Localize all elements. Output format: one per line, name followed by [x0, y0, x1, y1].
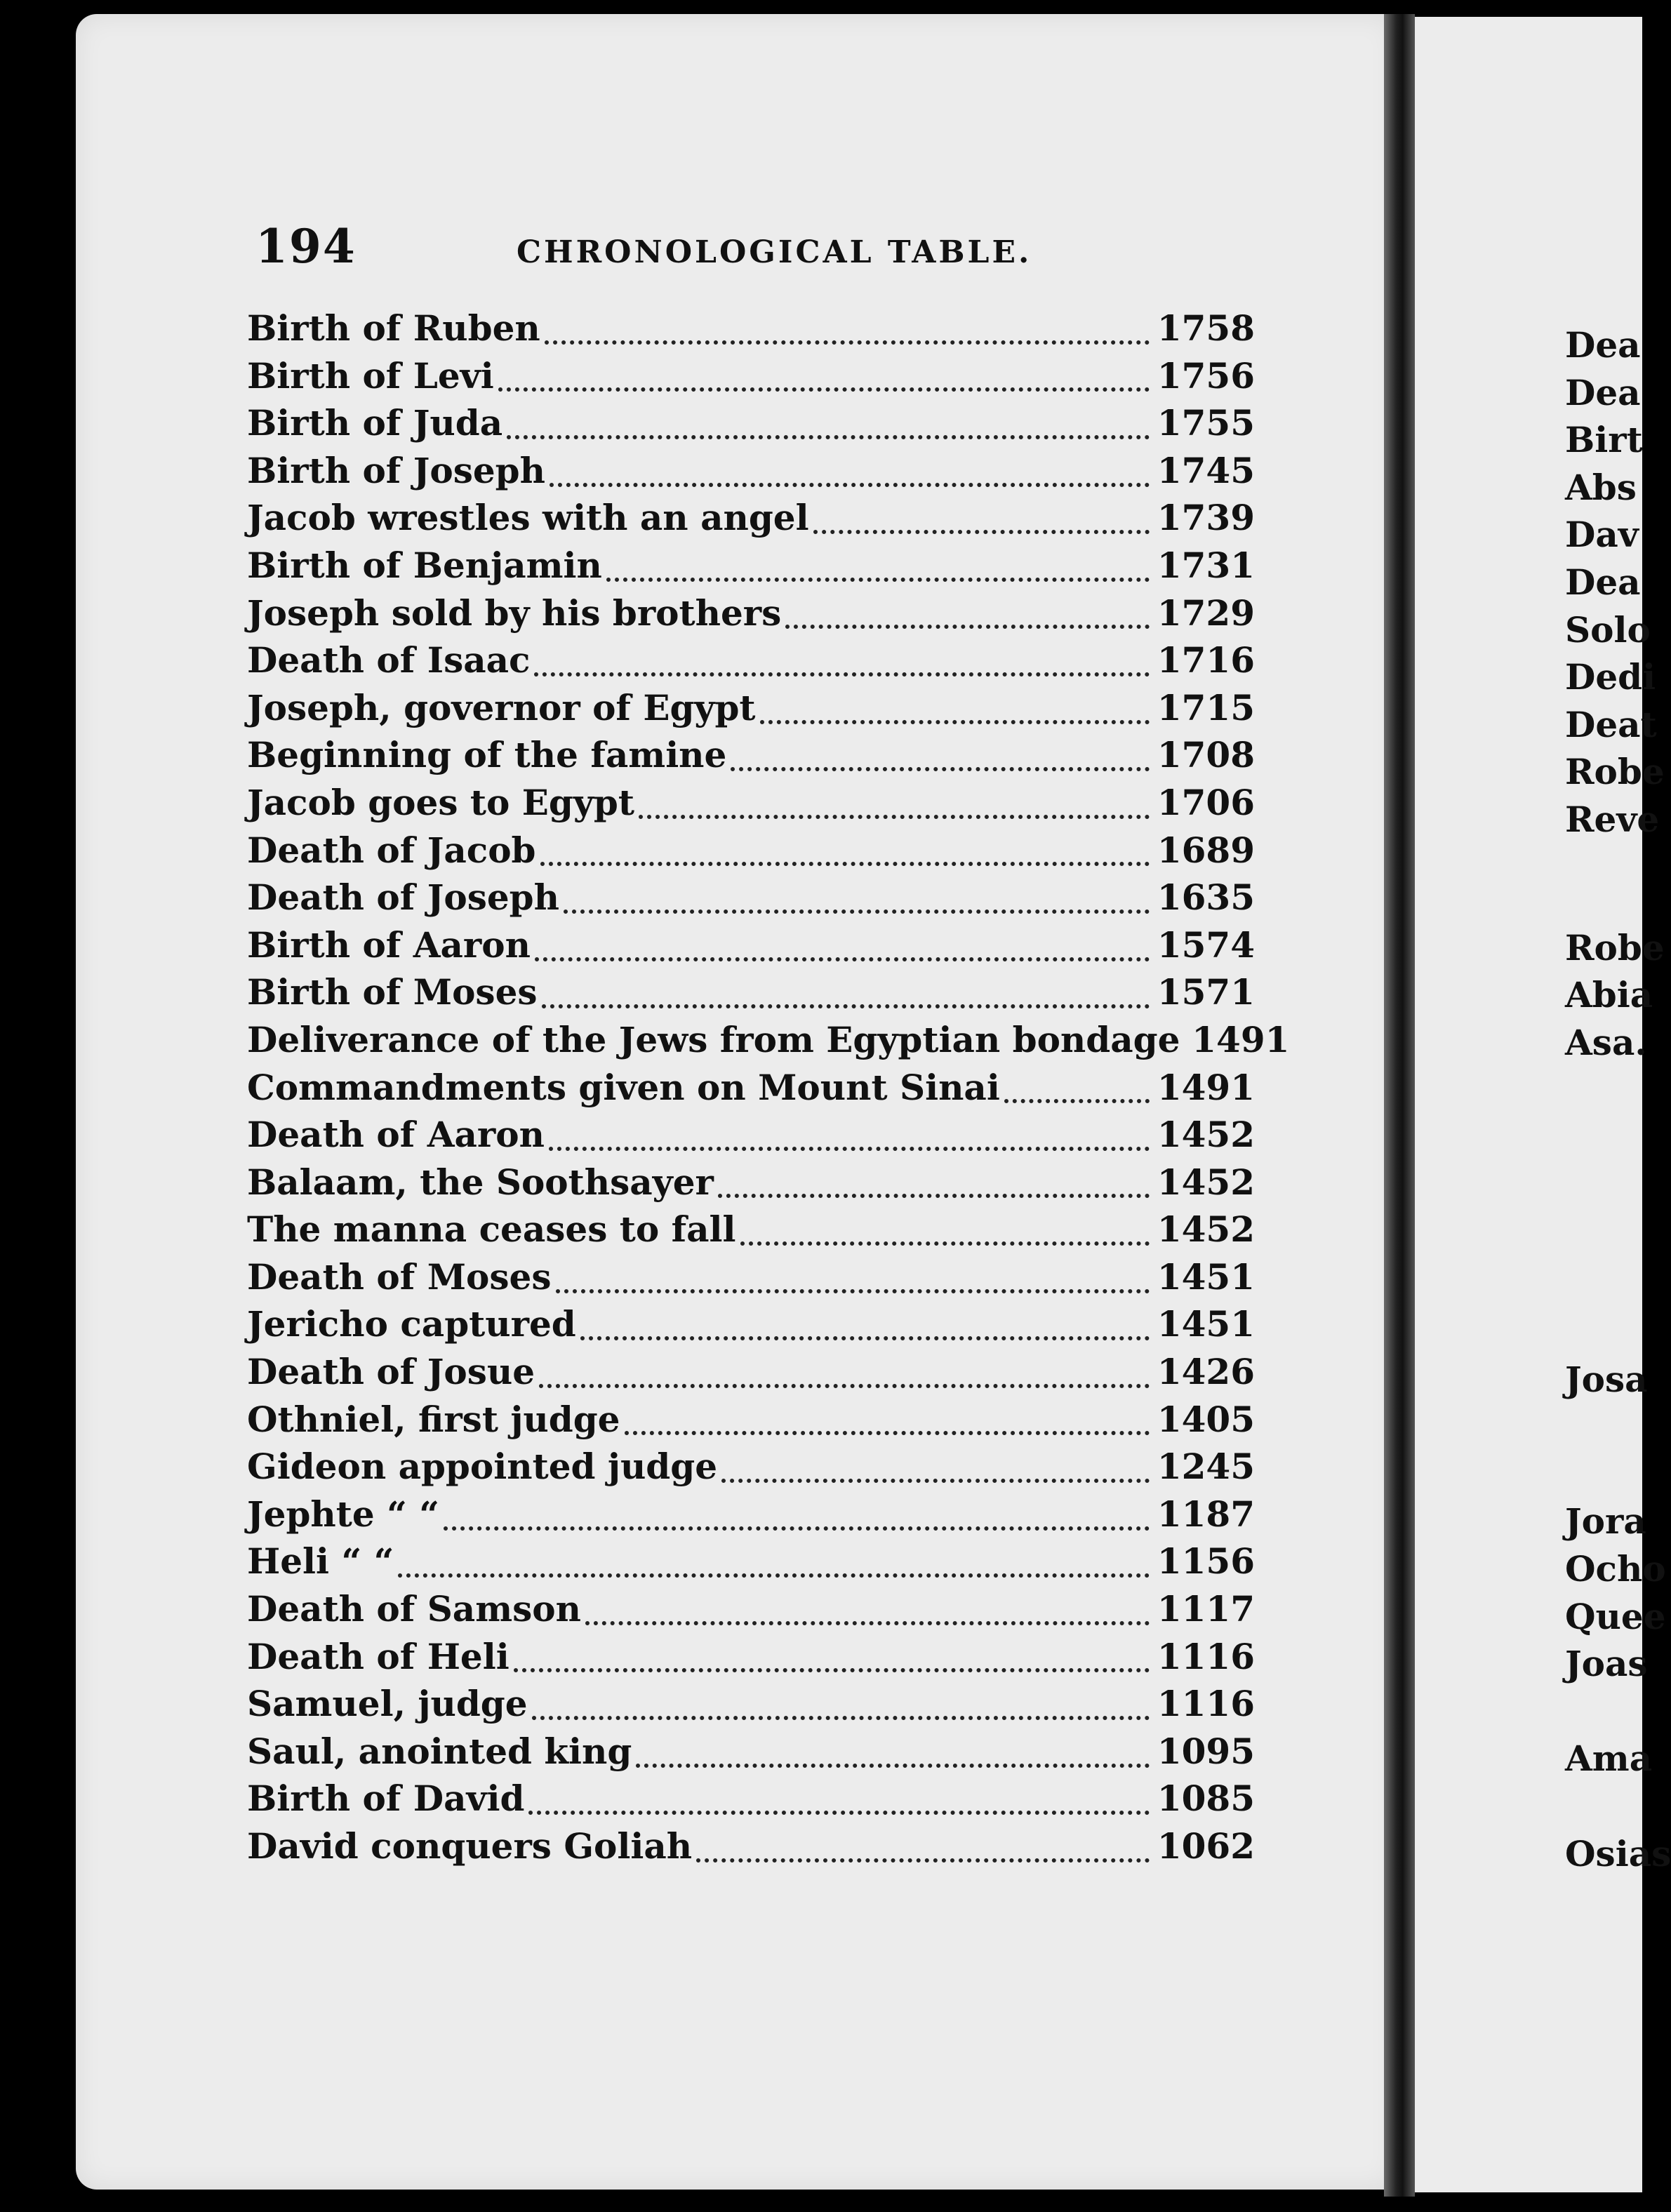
table-row — [247, 307, 1255, 355]
facing-page-fragment: Asa. — [1565, 1021, 1647, 1063]
table-row — [247, 687, 1255, 735]
event-year: 1452 — [1157, 1208, 1255, 1251]
table-row — [247, 971, 1255, 1019]
table-row — [247, 782, 1255, 830]
event-name: Birth of Aaron — [247, 924, 531, 966]
table-row — [247, 1114, 1255, 1161]
event-year: 1062 — [1157, 1825, 1255, 1867]
dot-leader — [731, 760, 1150, 771]
table-row — [247, 1683, 1255, 1731]
dot-leader — [444, 1519, 1150, 1531]
event-year: 1491 — [1157, 1066, 1255, 1108]
event-year: 1729 — [1157, 592, 1255, 634]
dot-leader — [507, 428, 1150, 439]
table-row — [247, 592, 1255, 640]
event-name: Jacob goes to Egypt — [247, 781, 634, 823]
chronology-table — [247, 307, 1290, 1873]
table-row — [247, 877, 1255, 924]
event-year: 1451 — [1157, 1303, 1255, 1345]
event-name: Othniel, first judge — [247, 1398, 620, 1440]
event-name: Joseph sold by his brothers — [247, 592, 782, 634]
event-name: Birth of Ruben — [247, 307, 540, 349]
dot-leader — [721, 1472, 1150, 1483]
facing-page-fragment: Dea — [1565, 561, 1641, 603]
table-row — [247, 545, 1255, 592]
dot-leader — [542, 997, 1150, 1008]
dot-leader — [532, 1709, 1150, 1720]
event-name: Birth of Levi — [247, 354, 494, 397]
facing-page-fragment: Solo — [1565, 608, 1651, 651]
dot-leader — [606, 571, 1150, 582]
table-row — [247, 1446, 1255, 1493]
event-name: Balaam, the Soothsayer — [247, 1161, 714, 1203]
table-row — [247, 1731, 1255, 1778]
event-year: 1745 — [1157, 449, 1255, 491]
event-year: 1452 — [1157, 1161, 1255, 1203]
dot-leader — [549, 1140, 1150, 1151]
event-year: 1731 — [1157, 544, 1255, 586]
facing-page-fragment: Dav — [1565, 514, 1639, 556]
event-year: 1739 — [1157, 497, 1255, 539]
event-name: Death of Samson — [247, 1588, 581, 1630]
facing-page-fragment: Quee — [1565, 1595, 1666, 1637]
event-name: Saul, anointed king — [247, 1730, 632, 1772]
facing-page-fragment: Reve — [1565, 799, 1660, 840]
dot-leader — [564, 902, 1150, 914]
event-year: 1491 — [1192, 1018, 1290, 1060]
facing-page-fragment: Joas — [1565, 1643, 1648, 1685]
event-year: 1706 — [1157, 781, 1255, 823]
event-name: Birth of Joseph — [247, 449, 545, 491]
facing-page-fragment: Abs — [1565, 466, 1637, 508]
event-year: 1571 — [1157, 971, 1255, 1013]
dot-leader — [718, 1187, 1150, 1198]
facing-page-fragment: Dea — [1565, 324, 1641, 366]
event-year: 1187 — [1157, 1493, 1255, 1535]
dot-leader — [535, 950, 1150, 961]
dot-leader — [514, 1661, 1150, 1672]
event-year: 1116 — [1157, 1635, 1255, 1677]
event-name: Birth of Juda — [247, 402, 503, 444]
dot-leader — [539, 1377, 1150, 1388]
dot-leader — [550, 476, 1150, 487]
table-row — [247, 1256, 1255, 1304]
table-row — [247, 355, 1255, 403]
table-row — [247, 734, 1255, 782]
table-row — [247, 639, 1255, 687]
event-year: 1116 — [1157, 1683, 1255, 1725]
dot-leader — [625, 1424, 1150, 1435]
table-row — [247, 830, 1255, 877]
event-name: Joseph, governor of Egypt — [247, 686, 756, 728]
event-year: 1426 — [1157, 1351, 1255, 1393]
dot-leader — [556, 1282, 1150, 1293]
dot-leader — [398, 1566, 1150, 1578]
facing-page-fragment: Dedi — [1565, 656, 1656, 698]
event-year: 1756 — [1157, 354, 1255, 397]
dot-leader — [785, 618, 1150, 629]
event-year: 1117 — [1157, 1588, 1255, 1630]
event-name: Beginning of the famine — [247, 734, 727, 776]
event-year: 1574 — [1157, 924, 1255, 966]
dot-leader — [540, 855, 1150, 866]
table-row — [247, 497, 1255, 545]
table-row — [247, 1161, 1255, 1209]
dot-leader — [498, 380, 1150, 392]
running-title: CHRONOLOGICAL TABLE. — [517, 234, 1032, 270]
event-name: David conquers Goliah — [247, 1825, 693, 1867]
table-row — [247, 924, 1255, 972]
event-name: Death of Isaac — [247, 639, 531, 681]
event-name: Death of Moses — [247, 1255, 552, 1298]
table-row — [247, 1825, 1255, 1873]
event-name: Death of Josue — [247, 1351, 535, 1393]
event-year: 1758 — [1157, 307, 1255, 349]
event-name: Jericho captured — [247, 1303, 576, 1345]
dot-leader — [813, 523, 1150, 534]
event-year: 1156 — [1157, 1540, 1255, 1583]
facing-page-fragment: Robe — [1565, 926, 1665, 968]
facing-page-fragment: Robe — [1565, 751, 1665, 793]
event-name: Jephte “ “ — [247, 1493, 440, 1535]
facing-page-fragment: Deat — [1565, 703, 1657, 745]
facing-page-fragment: Dea — [1565, 371, 1641, 413]
dot-leader — [545, 333, 1150, 345]
event-year: 1085 — [1157, 1778, 1255, 1820]
event-year: 1715 — [1157, 686, 1255, 728]
facing-page-fragment: Josa — [1565, 1358, 1648, 1400]
dot-leader — [528, 1804, 1150, 1815]
dot-leader — [760, 713, 1150, 724]
page-number: 194 — [255, 219, 357, 274]
event-name: Samuel, judge — [247, 1683, 528, 1725]
table-row — [247, 1540, 1255, 1588]
dot-leader — [696, 1851, 1150, 1863]
event-name: Death of Joseph — [247, 877, 559, 919]
table-row — [247, 1636, 1255, 1684]
facing-page-fragment: Ama — [1565, 1738, 1653, 1780]
page-header — [255, 219, 1273, 282]
dot-leader — [580, 1329, 1150, 1340]
table-row — [247, 1208, 1255, 1256]
table-row — [247, 1303, 1255, 1351]
event-name: Death of Heli — [247, 1635, 510, 1677]
facing-page-fragment: Ocho — [1565, 1548, 1666, 1590]
facing-page-fragment: Abia — [1565, 974, 1653, 1016]
event-name: The manna ceases to fall — [247, 1208, 736, 1251]
dot-leader — [534, 665, 1150, 677]
event-year: 1095 — [1157, 1730, 1255, 1772]
right-page — [1415, 17, 1671, 2192]
event-name: Gideon appointed judge — [247, 1446, 718, 1488]
table-row — [247, 1588, 1255, 1636]
event-year: 1716 — [1157, 639, 1255, 681]
facing-page-fragment: Birt — [1565, 419, 1643, 461]
event-year: 1708 — [1157, 734, 1255, 776]
dot-leader — [639, 808, 1150, 819]
table-row — [247, 1067, 1255, 1114]
table-row — [247, 402, 1255, 450]
facing-page-fragment: Jora — [1565, 1500, 1646, 1543]
table-row — [247, 1399, 1255, 1446]
dot-leader — [636, 1757, 1150, 1768]
event-year: 1755 — [1157, 402, 1255, 444]
book-gutter — [1384, 14, 1415, 2197]
event-name: Death of Jacob — [247, 829, 536, 871]
table-row — [247, 1493, 1255, 1541]
event-name: Commandments given on Mount Sinai — [247, 1066, 1000, 1108]
table-row — [247, 1351, 1255, 1399]
event-name: Birth of Moses — [247, 971, 538, 1013]
event-name: Birth of David — [247, 1778, 525, 1820]
dot-leader — [585, 1614, 1150, 1625]
table-row — [247, 450, 1255, 498]
event-year: 1405 — [1157, 1398, 1255, 1440]
facing-page-fragment: Osias — [1565, 1832, 1671, 1874]
dot-leader — [740, 1234, 1150, 1246]
event-year: 1635 — [1157, 877, 1255, 919]
table-row — [247, 1018, 1290, 1067]
event-name: Deliverance of the Jews from Egyptian bondage — [247, 1018, 1180, 1060]
event-name: Birth of Benjamin — [247, 544, 602, 586]
event-year: 1689 — [1157, 829, 1255, 871]
event-year: 1451 — [1157, 1255, 1255, 1298]
dot-leader — [1004, 1092, 1150, 1103]
event-name: Death of Aaron — [247, 1114, 545, 1156]
event-year: 1245 — [1157, 1446, 1255, 1488]
event-name: Jacob wrestles with an angel — [247, 497, 809, 539]
event-year: 1452 — [1157, 1114, 1255, 1156]
event-name: Heli “ “ — [247, 1540, 394, 1583]
table-row — [247, 1778, 1255, 1825]
